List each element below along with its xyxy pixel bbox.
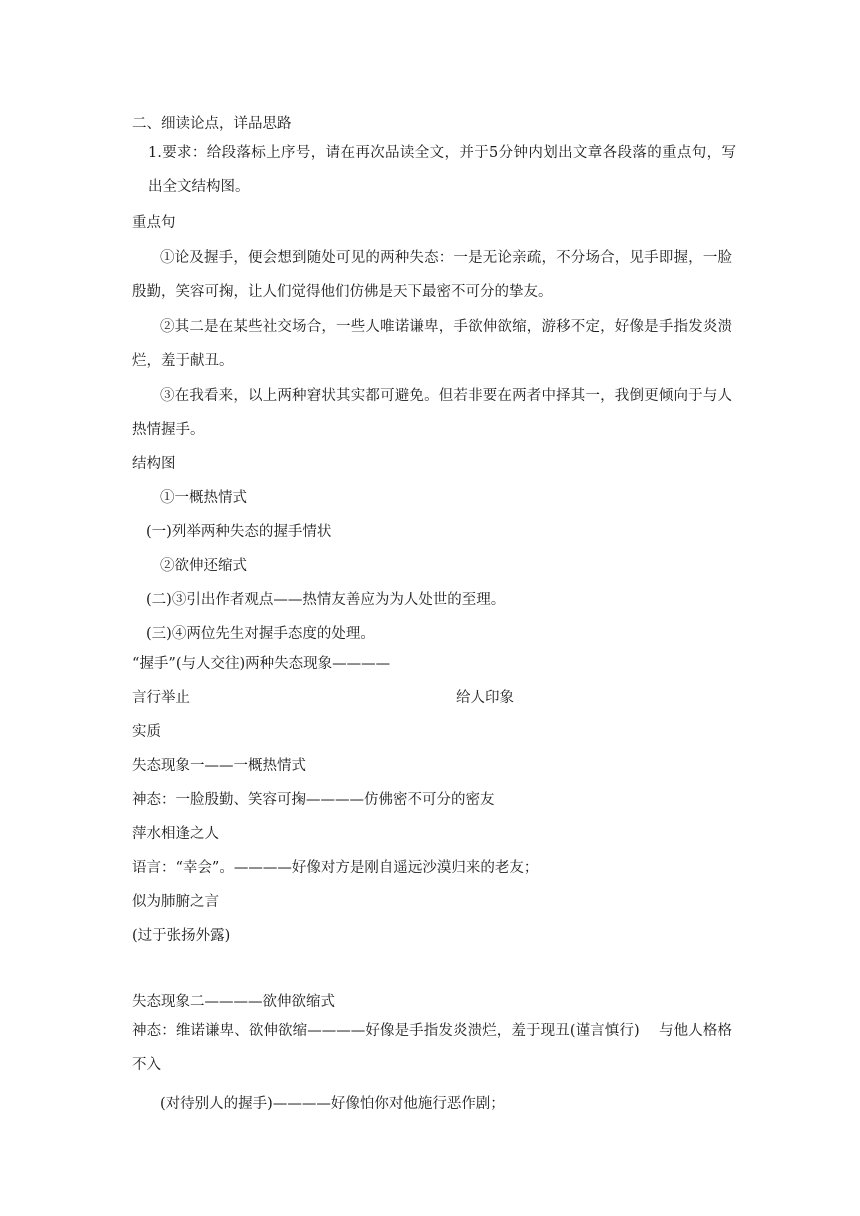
- column-essence-label: 实质: [132, 724, 161, 740]
- case1-title: 失态现象一——一概热情式: [132, 758, 306, 774]
- case1-note2: 似为肺腑之言: [132, 894, 219, 910]
- case1-demeanor: 神态：一脸殷勤、笑容可掬————仿佛密不可分的密友: [132, 792, 495, 808]
- key-sentence-1: ①论及握手，便会想到随处可见的两种失态：一是无论亲疏，不分场合，见手即握，一脸殷勤，笑容可掬，让人们觉得他们仿佛是天下最密不可分的挚友。: [132, 250, 732, 300]
- key-sentences-heading: 重点句: [132, 215, 176, 231]
- structure-line-4: (二)③引出作者观点——热情友善应为为人处世的至理。: [146, 592, 506, 608]
- key-sentence-3: ③在我看来，以上两种窘状其实都可避免。但若非要在两者中择其一，我倒更倾向于与人热情握手。: [132, 388, 732, 438]
- chart-title-line: “握手”(与人交往)两种失态现象————: [132, 656, 391, 672]
- requirement-paragraph: 1.要求：给段落标上序号，请在再次品读全文，并于5分钟内划出文章各段落的重点句，写出全文结构图。: [148, 145, 736, 195]
- column-left-label: 言行举止: [132, 690, 190, 706]
- key-sentence-2: ②其二是在某些社交场合，一些人唯诺谦卑，手欲伸欲缩，游移不定，好像是手指发炎溃烂，羞于献丑。: [132, 319, 732, 369]
- case2-handshake: (对待别人的握手)————好像怕你对他施行恶作剧；: [160, 1096, 505, 1112]
- structure-line-1: ①一概热情式: [160, 490, 247, 506]
- section-title: 二、细读论点，详品思路: [132, 116, 292, 132]
- structure-heading: 结构图: [132, 456, 176, 472]
- structure-line-3: ②欲伸还缩式: [160, 558, 247, 574]
- case2-title: 失态现象二————欲伸欲缩式: [132, 994, 335, 1010]
- case1-note3: (过于张扬外露): [132, 928, 231, 944]
- case2-demeanor: 神态：维诺谦卑、欲伸欲缩————好像是手指发炎溃烂，羞于现丑(谨言慎行) 与他人格格不入: [132, 1023, 732, 1073]
- case1-speech: 语言：“幸会”。————好像对方是刚自遥远沙漠归来的老友；: [132, 860, 539, 876]
- case1-note1: 萍水相逢之人: [132, 826, 219, 842]
- structure-line-5: (三)④两位先生对握手态度的处理。: [146, 626, 375, 642]
- structure-line-2: (一)列举两种失态的握手情状: [146, 524, 332, 540]
- column-right-label: 给人印象: [456, 690, 514, 706]
